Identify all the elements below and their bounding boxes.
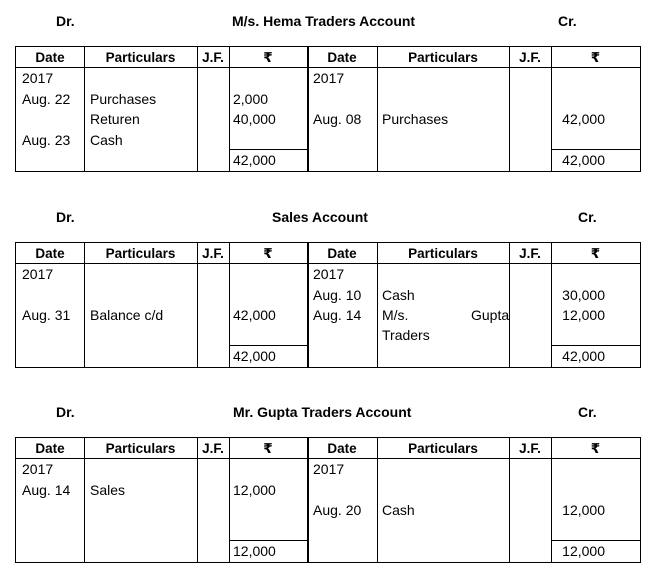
col-header-date: Date	[16, 438, 84, 459]
date-cell: Aug. 14	[313, 307, 362, 323]
col-header-date: Date	[16, 243, 84, 264]
date-cell: Aug. 10	[313, 287, 362, 303]
ledger-table	[15, 46, 641, 172]
ledger-table	[15, 242, 641, 368]
col-header-date: Date	[307, 438, 377, 459]
cr-label: Cr.	[578, 404, 597, 420]
total-cell: 12,000	[562, 543, 605, 559]
account-title: Mr. Gupta Traders Account	[233, 404, 412, 420]
year-cell: 2017	[22, 70, 54, 86]
col-header-particulars: Particulars	[377, 438, 509, 459]
total-cell: 42,000	[562, 348, 605, 364]
col-header-particulars: Particulars	[84, 438, 197, 459]
col-header-amount: ₹	[229, 438, 307, 459]
date-cell: Aug. 14	[22, 482, 71, 498]
amount-cell: 12,000	[233, 482, 276, 498]
col-header-particulars: Particulars	[84, 243, 197, 264]
date-cell: Aug. 22	[22, 91, 71, 107]
particulars-cell: Returen	[90, 111, 140, 127]
total-cell: 42,000	[562, 152, 605, 168]
particulars-cell: Cash	[382, 287, 415, 303]
dr-label: Dr.	[56, 209, 75, 225]
year-cell: 2017	[313, 70, 345, 86]
col-header-date: Date	[16, 47, 84, 68]
date-cell: Aug. 31	[22, 307, 71, 323]
cr-label: Cr.	[558, 13, 577, 29]
date-cell: Aug. 23	[22, 132, 71, 148]
col-header-particulars: Particulars	[84, 47, 197, 68]
total-cell: 42,000	[233, 348, 276, 364]
date-cell: Aug. 20	[313, 502, 362, 518]
particulars-cell: Cash	[382, 502, 415, 518]
col-header-jf: J.F.	[197, 243, 229, 264]
col-header-particulars: Particulars	[377, 243, 509, 264]
year-cell: 2017	[22, 266, 54, 282]
amount-cell: 30,000	[562, 287, 605, 303]
amount-cell: 40,000	[233, 111, 276, 127]
ledger-table	[15, 437, 641, 563]
col-header-jf: J.F.	[509, 438, 551, 459]
year-cell: 2017	[313, 266, 345, 282]
account-title: Sales Account	[272, 209, 368, 225]
col-header-jf: J.F.	[509, 243, 551, 264]
col-header-amount: ₹	[551, 438, 640, 459]
cr-label: Cr.	[578, 209, 597, 225]
total-cell: 42,000	[233, 152, 276, 168]
particulars-cell: Balance c/d	[90, 307, 164, 323]
year-cell: 2017	[22, 461, 54, 477]
particulars-cell: Purchases	[382, 111, 449, 127]
particulars-cell: Purchases	[90, 91, 157, 107]
particulars-cell: Cash	[90, 132, 123, 148]
amount-cell: 42,000	[562, 111, 605, 127]
col-header-jf: J.F.	[197, 47, 229, 68]
col-header-amount: ₹	[229, 47, 307, 68]
col-header-particulars: Particulars	[377, 47, 509, 68]
particulars-cell: Traders	[382, 327, 430, 343]
particulars-cell: Sales	[90, 482, 126, 498]
account-title: M/s. Hema Traders Account	[232, 13, 416, 29]
amount-cell: 2,000	[233, 91, 269, 107]
col-header-date: Date	[307, 47, 377, 68]
date-cell: Aug. 08	[313, 111, 362, 127]
dr-label: Dr.	[56, 13, 75, 29]
year-cell: 2017	[313, 461, 345, 477]
amount-cell: 12,000	[562, 307, 605, 323]
particulars-cell: Gupta	[471, 307, 510, 323]
particulars-cell: M/s.	[382, 307, 409, 323]
total-cell: 12,000	[233, 543, 276, 559]
col-header-date: Date	[307, 243, 377, 264]
dr-label: Dr.	[56, 404, 75, 420]
col-header-amount: ₹	[551, 47, 640, 68]
amount-cell: 12,000	[562, 502, 605, 518]
col-header-amount: ₹	[551, 243, 640, 264]
col-header-jf: J.F.	[197, 438, 229, 459]
col-header-amount: ₹	[229, 243, 307, 264]
col-header-jf: J.F.	[509, 47, 551, 68]
amount-cell: 42,000	[233, 307, 276, 323]
